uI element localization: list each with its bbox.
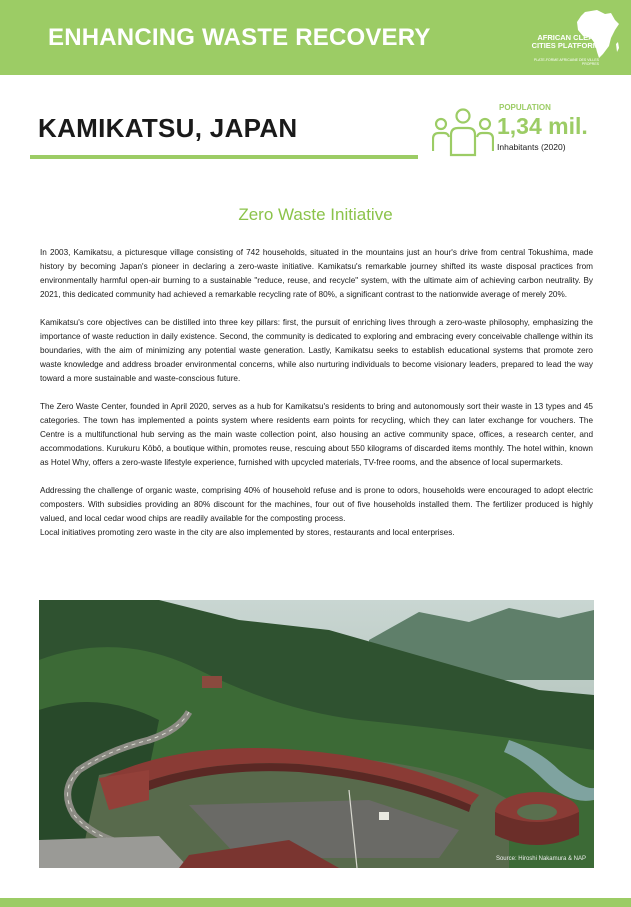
title-underline: [30, 155, 418, 159]
brand-line-1: AFRICAN CLEAN: [537, 33, 599, 42]
paragraph-organic-waste: Addressing the challenge of organic waste, comprising 40% of household refuse and is prone to odors, households were encouraged to adopt electric composters. With subsidies providing an 80% discount for the machines, four out of five households installed them. The fertilizer produced is highly valued, and local cedar wood chips are readily available for the composting process.: [40, 486, 593, 523]
paragraph-local-initiatives: Local initiatives promoting zero waste in the city are also implemented by stores, restaurants and local enterprises.: [40, 528, 455, 537]
brand-logo: [529, 8, 621, 68]
population-value: 1,34 mil.: [497, 113, 588, 139]
aerial-photo: [39, 600, 594, 868]
paragraph-objectives: Kamikatsu's core objectives can be distilled into three key pillars: first, the pursuit of enriching lives through a zero-waste philosophy, emphasizing the importance of waste reduction in daily existence. Second, the community is dedicated to exploring and embracing every conceivable challenge within its boundaries, with the aim of minimizing any potential waste generation. Lastly, Kamikatsu seeks to establish educational systems that promote zero waste knowledge and address broader environmental concerns, while also nurturing individuals to become visionary leaders, prepared to lead the way toward a more sustainable and waste-conscious future.: [40, 318, 593, 383]
bottom-bar: [0, 898, 631, 907]
aerial-photo-illustration: [39, 600, 594, 868]
brand-name: [529, 34, 599, 50]
section-heading: Zero Waste Initiative: [238, 205, 393, 224]
photo-credit: Source: Hiroshi Nakamura & NAP: [495, 856, 586, 862]
top-banner: [0, 0, 631, 75]
brand-line-2: CITIES PLATFORM: [531, 41, 599, 50]
paragraph-waste-center: The Zero Waste Center, founded in April 2020, serves as a hub for Kamikatsu's residents to bring and autonomously sort their waste in 13 types and 45 categories. The town has implemented a points system where residents earn points for recycling, which they can later exchange for vouchers. The Centre is a multifunctional hub serving as the main waste collection point, also housing an active community space, offices, a research center, and accommodations. Kurukuru Kōbō, a boutique within, promotes reuse, rescuing about 550 kilograms of discarded items monthly. The hotel within, known as Hotel Why, offers a zero-waste lifestyle experience, furnished with upcycled materials, TV-free rooms, and the absence of local supermarkets.: [40, 402, 593, 467]
brand-subline: PLATE-FORME AFRICAINE DES VILLES PROPRES: [533, 58, 599, 66]
paragraph-history: In 2003, Kamikatsu, a picturesque village consisting of 742 households, situated in the mountains just an hour's drive from central Tokushima, made history by becoming Japan's pioneer in declaring a zero-waste initiative. Kamikatsu's remarkable journey shifted its waste disposal practices from environmentally harmful open-air burning to a sustainable "reduce, reuse, and recycle" system, with the ultimate aim of achieving carbon neutrality. By 2021, this dedicated community had achieved a remarkable recycling rate of 80%, a significant contrast to the nationwide average of merely 20%.: [40, 248, 593, 299]
banner-title: ENHANCING WASTE RECOVERY: [48, 24, 431, 51]
people-group-icon: [432, 107, 494, 159]
population-caption: Inhabitants (2020): [497, 142, 566, 152]
article-body: [40, 246, 593, 554]
city-title: KAMIKATSU, JAPAN: [38, 113, 298, 143]
population-label: POPULATION: [499, 103, 551, 112]
